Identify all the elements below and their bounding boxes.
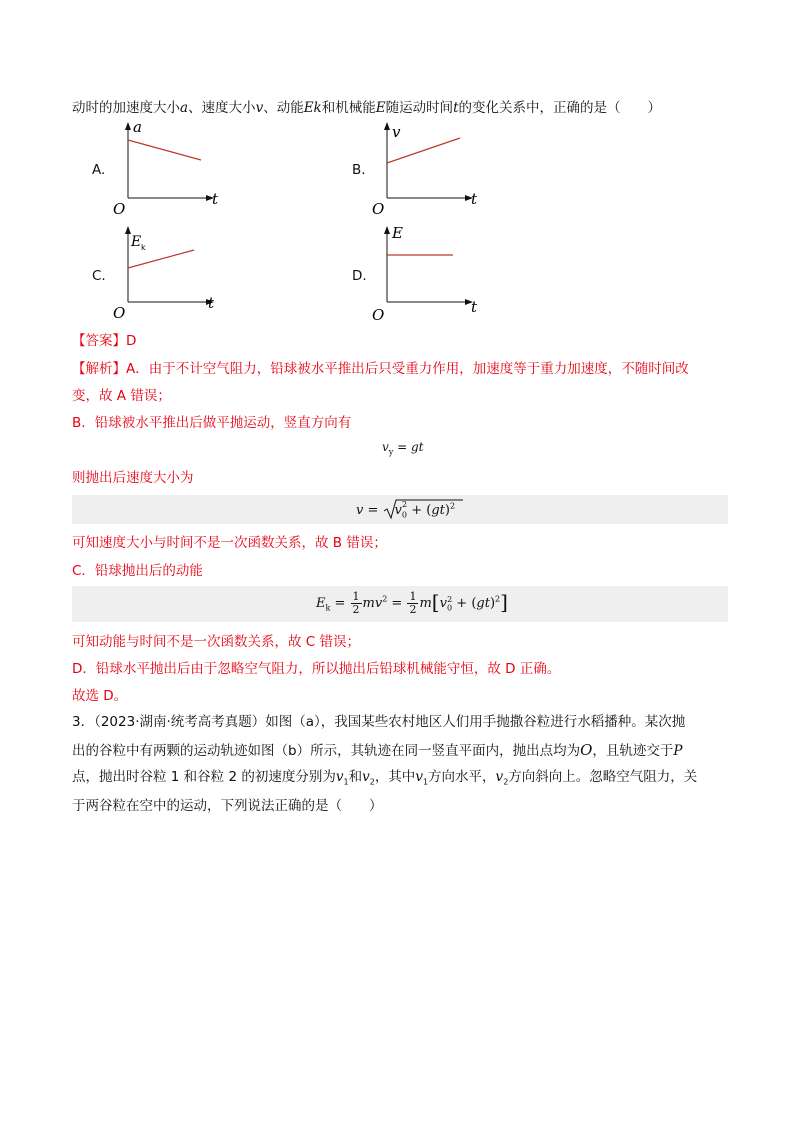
y-axis-arrow [384, 122, 390, 130]
y-axis-arrow [384, 226, 390, 234]
question-stem [72, 98, 661, 118]
origin-label: O [372, 306, 385, 324]
stem-text: 的变化关系中，正确的是（ ） [458, 100, 662, 116]
x-axis-label: t [471, 298, 478, 316]
y-axis-arrow [125, 122, 131, 130]
q3-text: ，且轨迹交于 [592, 743, 674, 759]
var-e: E [375, 100, 386, 116]
y-axis-label: E [131, 234, 142, 250]
stem-text: 动时的加速度大小 [72, 100, 180, 116]
y-axis-label: E [392, 224, 403, 242]
option-b-label[interactable]: B. [352, 162, 366, 178]
data-line [128, 140, 201, 160]
q3-line3 [72, 767, 697, 793]
graph-option-b [367, 120, 497, 220]
q3-line1: 3．（2023·湖南·统考高考真题）如图（a），我国某些农村地区人们用手抛撒谷粒进行水稻播种。某次抛 [72, 714, 686, 730]
stem-text: 和机械能 [321, 100, 376, 116]
origin-label: O [113, 200, 126, 218]
var-a: a [180, 100, 189, 116]
q3-text: 和 [348, 769, 363, 785]
formula-ek: $E_k$ = $\frac{1}{2}$ $mv^2$ = $\frac{1}{2}$ $m[v_0^2 + (gt)^2]$ [316, 590, 508, 616]
point-o: O [580, 741, 593, 759]
var-v2-sub: 2 [503, 777, 509, 787]
formula-vy: $v_y$ = gt [382, 440, 424, 457]
analysis-c-line: C．铅球抛出后的动能 [72, 563, 203, 579]
answer-value: D [126, 333, 137, 349]
analysis-d-line: D．铅球水平抛出后由于忽略空气阻力，所以抛出后铅球机械能守恒，故 D 正确。 [72, 661, 561, 677]
x-axis-label: t [471, 190, 478, 208]
var-v: v [255, 100, 264, 116]
option-a-label[interactable]: A. [92, 162, 106, 178]
speed-intro: 则抛出后速度大小为 [72, 470, 194, 486]
answer-tag: 【答案】 [72, 333, 126, 349]
stem-text: 、速度大小 [188, 100, 256, 116]
answer-line [72, 331, 136, 351]
y-axis-label: v [392, 123, 401, 141]
analysis-tag: 【解析】 [72, 361, 126, 377]
analysis-a-line2: 变，故 A 错误； [72, 388, 171, 404]
var-v1: v [415, 769, 423, 785]
analysis-b-conclusion: 可知速度大小与时间不是一次函数关系，故 B 错误； [72, 535, 387, 551]
data-line [128, 250, 194, 268]
analysis-c-conclusion: 可知动能与时间不是一次函数关系，故 C 错误； [72, 634, 361, 650]
var-v2: v [362, 769, 370, 785]
var-ek: Ek [303, 100, 322, 116]
var-v2: v [495, 769, 504, 785]
x-axis-label: t [212, 190, 219, 208]
y-axis-label-sub: k [141, 243, 146, 252]
formula-ek-box [72, 586, 728, 622]
option-d-label[interactable]: D. [352, 268, 367, 284]
analysis-b-line: B．铅球被水平推出后做平抛运动，竖直方向有 [72, 415, 352, 431]
origin-label: O [372, 200, 385, 218]
analysis-a-text: A．由于不计空气阻力，铅球被水平推出后只受重力作用，加速度等于重力加速度，不随时间改 [126, 361, 689, 377]
var-t: t [453, 100, 459, 116]
formula-v-box [72, 495, 728, 524]
x-axis-label: t [208, 294, 215, 312]
q3-line4: 于两谷粒在空中的运动，下列说法正确的是（ ） [72, 798, 383, 814]
q3-line2 [72, 740, 682, 761]
q3-text: ，其中 [374, 769, 416, 785]
q3-text: 点，抛出时谷粒 1 和谷粒 2 的初速度分别为 [72, 769, 336, 785]
origin-label: O [113, 304, 126, 322]
analysis-a-line1 [72, 359, 689, 379]
var-v1: v [335, 769, 344, 785]
graph-option-d [367, 224, 497, 324]
analysis-final: 故选 D。 [72, 688, 128, 704]
point-p: P [673, 743, 683, 759]
var-v2-sub: 2 [369, 777, 375, 787]
stem-text: 随运动时间 [385, 100, 454, 116]
q3-text: 方向水平， [428, 769, 496, 785]
graph-option-a [108, 120, 238, 220]
y-axis-arrow [125, 226, 131, 234]
formula-v: $v = v_0^2 + (gt)^2$ [356, 500, 457, 520]
graph-option-c [108, 224, 238, 324]
stem-text: 、动能 [263, 100, 304, 116]
q3-text: 方向斜向上。忽略空气阻力，关 [508, 769, 698, 785]
y-axis-label: a [133, 118, 142, 136]
q3-text: 出的谷粒中有两颗的运动轨迹如图（b）所示，其轨迹在同一竖直平面内，抛出点均为 [72, 743, 581, 759]
option-c-label[interactable]: C. [92, 268, 106, 284]
var-v1-sub: 1 [422, 777, 429, 787]
data-line [387, 138, 460, 163]
var-v1-sub: 1 [343, 777, 349, 787]
